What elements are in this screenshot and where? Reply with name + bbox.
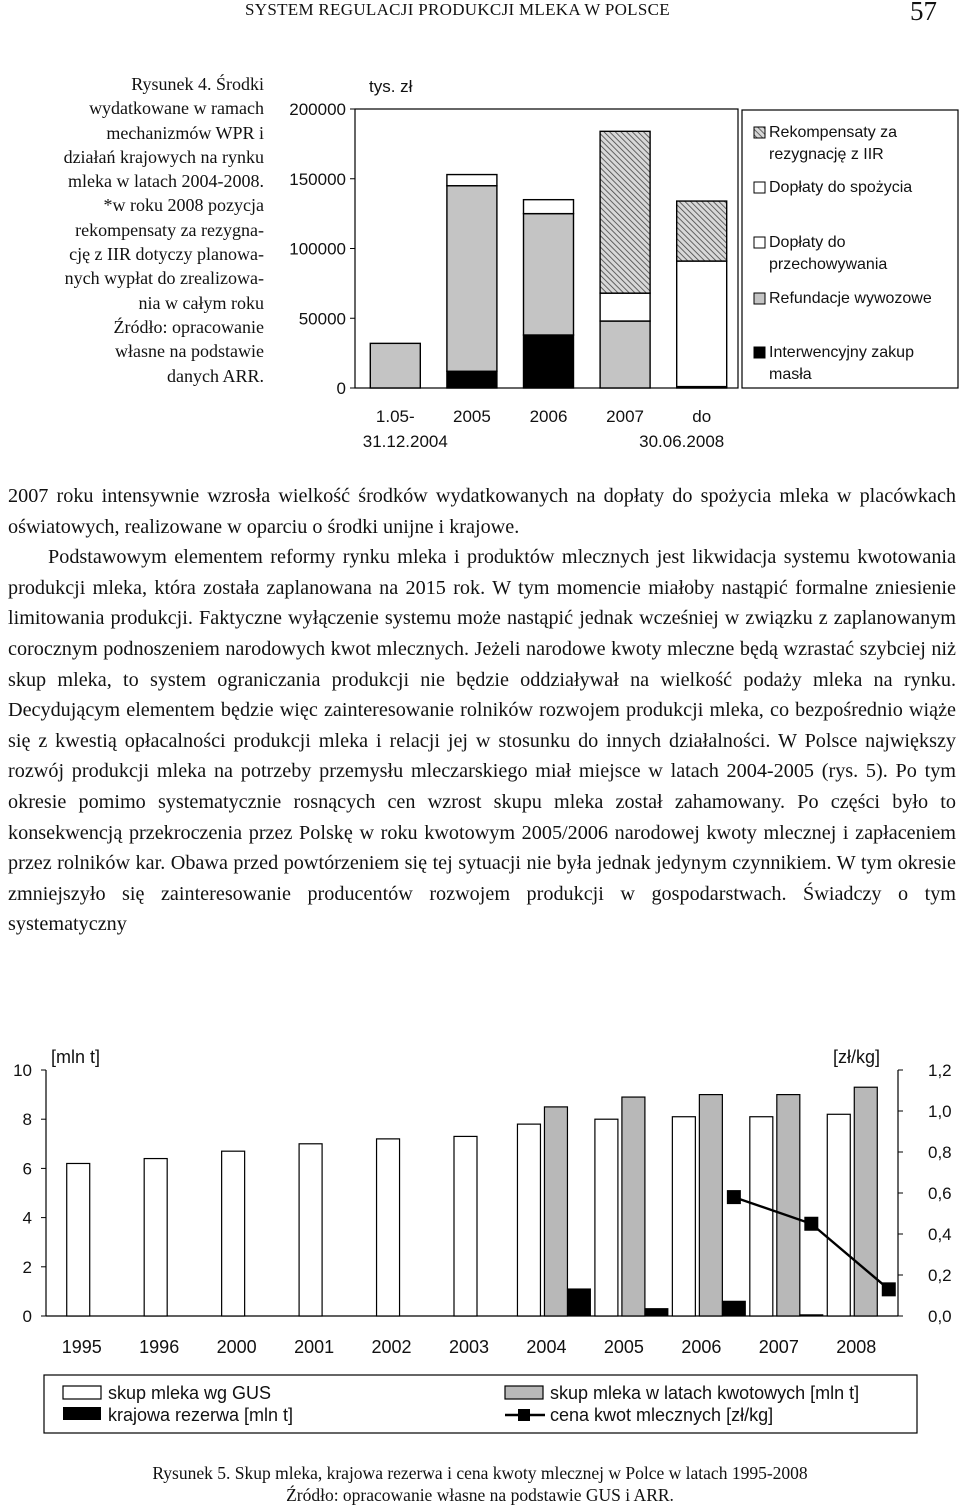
bar-skup-gus (672, 1117, 695, 1316)
legend-label-line: przechowywania (769, 256, 888, 273)
x-tick-label: 2001 (294, 1337, 335, 1357)
left-tick-label: 8 (22, 1110, 32, 1130)
figure4-caption-line: rekompensaty za rezygna- (75, 219, 264, 240)
left-unit-label: [mln t] (51, 1047, 101, 1067)
x-tick-label: 1.05- (375, 407, 415, 426)
price-marker (804, 1217, 818, 1231)
figure4-caption-line: cję z IIR dotyczy planowa- (69, 244, 264, 265)
bar-segment (524, 214, 574, 335)
right-tick-label: 0,0 (928, 1307, 952, 1326)
figure4-caption-line: *w roku 2008 pozycja (103, 195, 264, 216)
legend-swatch (754, 182, 765, 193)
x-tick-label: 31.12.2004 (362, 432, 448, 451)
body-text (8, 481, 956, 940)
body-paragraph: Podstawowym elementem reformy rynku mleka i produktów mlecznych jest likwidacja systemu kwotowania produkcji mleka, która została zaplanowana na 2015 rok. W tym momencie miałoby nastąpić formalne zniesienie limitowania produkcji. Faktyczne wyłączenie systemu może nastąpić jednak wcześniej w związku z zaplanowanym corocznym podnoszeniem narodowych kwot mlecznych. Jeżeli narodowe kwoty mleczne będą wzrastać szybciej niż skup mleka, to system ograniczania produkcji nie będzie oddziaływał na wielkość podaży mleka na rynku. Decydującym elementem będzie więc zainteresowanie rolników rozwojem produkcji mleka, co bezpośrednio wiąże się z kwestią opłacalności produkcji mleka i relacji jej w stosunku do innych działalności. W Polsce największy rozwój produkcji mleka na potrzeby przemysłu mleczarskiego miał miejsce w latach 2004-2005 (rys. 5). Po tym okresie pomimo systematycznie rosnących cen wzrost skupu mleka został zahamowany. Po części było to konsekwencją przekroczenia przez Polskę w roku kwotowym 2005/2006 narodowej kwoty mlecznej i zapłaceniem przez rolników kar. Obawa przed powtórzeniem się tej sytuacji nie była jednak jedynym czynnikiem. W tym okresie zmniejszyło się zainteresowanie producentów rozwojem produkcji w gospodarstwach. Świadczy o tym systematyczny (8, 546, 956, 936)
x-tick-label: 30.06.2008 (639, 432, 725, 451)
legend-label: cena kwot mlecznych [zł/kg] (550, 1405, 774, 1425)
right-tick-label: 0,4 (928, 1225, 952, 1244)
figure4-chart (270, 70, 960, 460)
bar-segment (600, 131, 650, 293)
x-tick-label: 2007 (606, 407, 645, 426)
y-tick-label: 150000 (289, 169, 346, 189)
legend-label: skup mleka wg GUS (108, 1383, 272, 1403)
figure5-caption-source: Źródło: opracowanie własne na podstawie GUS i ARR. (286, 1485, 674, 1505)
bar-skup-gus (67, 1163, 90, 1316)
bar-segment (524, 200, 574, 214)
figure4-caption-line: wydatkowane w ramach (89, 98, 264, 119)
bar-rezerwa (645, 1309, 668, 1316)
x-tick-label: 2005 (603, 1337, 644, 1357)
bar-segment (447, 371, 497, 388)
left-tick-label: 4 (22, 1208, 32, 1228)
y-tick-label: 50000 (298, 309, 346, 329)
x-tick-label: 2002 (371, 1337, 412, 1357)
legend-marker (518, 1409, 530, 1421)
legend-label-line: Refundacje wywozowe (769, 290, 932, 307)
legend-swatch (754, 237, 765, 248)
figure4-caption-line: Źródło: opracowanie (113, 316, 264, 337)
figure4-caption-line: nych wypłat do zrealizowa- (64, 268, 264, 289)
right-tick-label: 0,2 (928, 1266, 952, 1285)
left-tick-label: 6 (22, 1159, 32, 1179)
figure5-caption-title: Rysunek 5. Skup mleka, krajowa rezerwa i cena kwoty mlecznej w Polce w latach 1995-2008 (152, 1463, 808, 1483)
figure5-caption (0, 1462, 960, 1506)
bar-skup-kwotowy (699, 1095, 722, 1316)
legend-swatch (505, 1386, 543, 1399)
bar-skup-gus (222, 1151, 245, 1316)
y-tick-label: 100000 (289, 239, 346, 259)
bar-segment (447, 186, 497, 372)
bar-skup-kwotowy (544, 1107, 567, 1316)
price-marker (727, 1190, 741, 1204)
figure4-caption-line: danych ARR. (167, 365, 264, 386)
y-tick-label: 200000 (289, 100, 346, 119)
x-tick-label: 1995 (61, 1337, 102, 1357)
legend-label-line: Dopłaty do (769, 234, 846, 251)
legend-swatch (63, 1407, 101, 1420)
figure4-caption-line: mleka w latach 2004-2008. (68, 171, 264, 192)
bar-rezerwa (800, 1315, 823, 1316)
bar-segment (370, 343, 420, 388)
x-tick-label: 2007 (758, 1337, 799, 1357)
bar-skup-gus (827, 1114, 850, 1316)
y-axis-unit-label: tys. zł (369, 77, 413, 96)
x-tick-label: 2000 (216, 1337, 257, 1357)
legend-label (769, 179, 912, 196)
bar-segment (600, 293, 650, 321)
legend-label-line: rezygnację z IIR (769, 146, 884, 163)
legend-swatch (63, 1386, 101, 1399)
right-tick-label: 1,2 (928, 1061, 952, 1080)
legend-label-line: Rekompensaty za (769, 124, 898, 141)
legend-label-line: Interwencyjny zakup (769, 344, 914, 361)
x-tick-label: 2005 (452, 407, 491, 426)
bar-skup-gus (299, 1144, 322, 1316)
bar-skup-kwotowy (854, 1087, 877, 1316)
x-tick-label: 2006 (681, 1337, 722, 1357)
page-header (0, 0, 960, 40)
x-tick-label: 2008 (836, 1337, 877, 1357)
legend-swatch (754, 127, 765, 138)
bar-rezerwa (722, 1301, 745, 1316)
bar-skup-gus (595, 1119, 618, 1316)
bar-skup-kwotowy (777, 1095, 800, 1316)
bar-skup-gus (454, 1136, 477, 1316)
legend-swatch (754, 293, 765, 304)
bar-segment (677, 201, 727, 261)
bar-segment (677, 261, 727, 387)
bar-skup-gus (517, 1124, 540, 1316)
legend-swatch (754, 347, 765, 358)
legend-label (769, 290, 932, 307)
legend-label: skup mleka w latach kwotowych [mln t] (550, 1383, 860, 1403)
left-tick-label: 2 (22, 1257, 32, 1277)
figure4-caption-line: mechanizmów WPR i (106, 122, 264, 143)
bar-segment (524, 335, 574, 388)
figure4-caption (4, 72, 264, 388)
right-tick-label: 0,8 (928, 1143, 952, 1162)
figure5-chart (0, 1035, 960, 1430)
x-tick-label: 2006 (529, 407, 568, 426)
right-tick-label: 0,6 (928, 1184, 952, 1203)
left-tick-label: 0 (22, 1307, 32, 1326)
left-tick-label: 10 (13, 1061, 32, 1080)
right-unit-label: [zł/kg] (832, 1047, 880, 1067)
figure4-caption-line: nia w całym roku (138, 292, 264, 313)
price-marker (882, 1282, 896, 1296)
x-tick-label: 2003 (448, 1337, 490, 1357)
legend-label: krajowa rezerwa [mln t] (108, 1405, 294, 1425)
figure4-caption-line: Rysunek 4. Środki (131, 74, 264, 94)
figure4-caption-line: własne na podstawie (115, 341, 264, 362)
legend-label-line: masła (769, 366, 812, 383)
running-title: SYSTEM REGULACJI PRODUKCJI MLEKA W POLSCE (245, 0, 670, 19)
x-tick-label: do (692, 407, 712, 426)
x-tick-label: 1996 (139, 1337, 180, 1357)
legend-label-line: Dopłaty do spożycia (769, 179, 913, 196)
bar-skup-gus (144, 1159, 167, 1316)
page-number: 57 (910, 0, 937, 26)
bar-skup-gus (750, 1117, 773, 1316)
right-tick-label: 1,0 (928, 1102, 952, 1121)
body-paragraph: 2007 roku intensywnie wzrosła wielkość środków wydatkowanych na dopłaty do spożycia mleka w placówkach oświatowych, realizowane w oparciu o środki unijne i krajowe. (8, 485, 956, 538)
y-tick-label: 0 (336, 379, 346, 398)
bar-skup-gus (377, 1139, 400, 1316)
figure4-caption-line: działań krajowych na rynku (63, 146, 264, 167)
bar-segment (447, 175, 497, 186)
bar-rezerwa (567, 1289, 590, 1316)
bar-segment (600, 321, 650, 388)
x-tick-label: 2004 (526, 1337, 567, 1357)
bar-skup-kwotowy (622, 1097, 645, 1316)
